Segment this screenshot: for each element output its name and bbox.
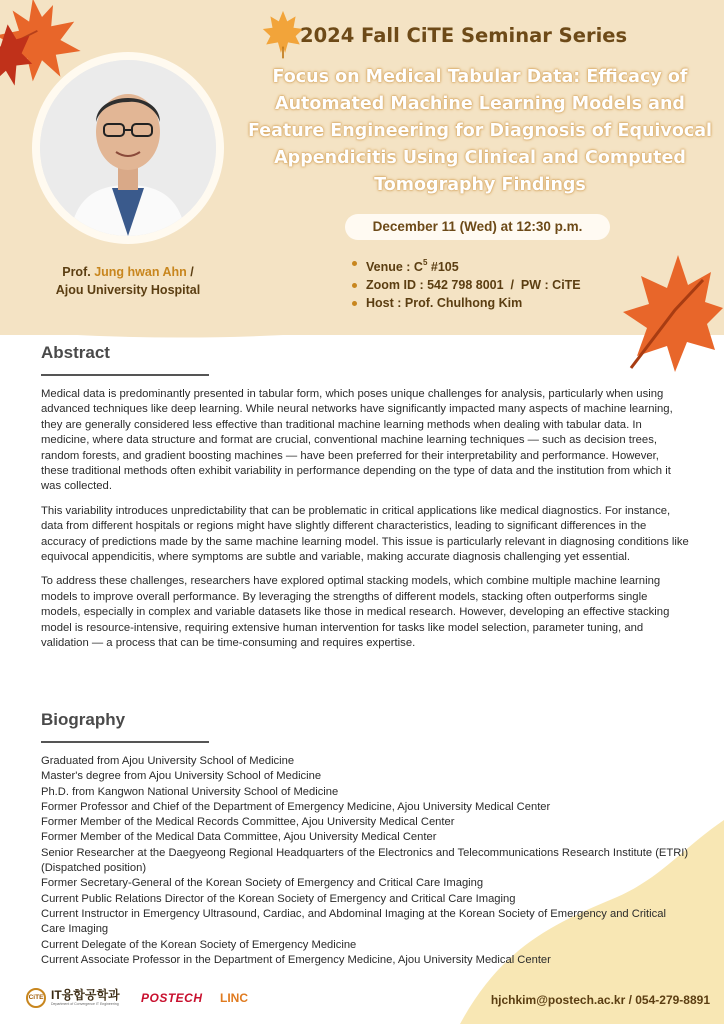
biography-list [41,754,691,968]
abstract-paragraph: This variability introduces unpredictability that can be problematic in critical applications like medical diagnostics. For instance, data from different hospitals or regions might have slightly different characteristics, leading to significant differences in the accuracy of predictions made by the same machine learning model. This issue is particularly relevant in diagnosing conditions like equivocal appendicitis, where symptoms are subtle and variable, making accurate diagnosis challenging yet essential. [41,504,689,564]
maple-leaf-icon [0,20,34,90]
biography-divider [41,741,209,743]
list-item: Master's degree from Ajou University School of Medicine [41,770,322,783]
speaker-name: Jung hwan Ahn [94,265,187,279]
biography-heading: Biography [41,710,126,729]
list-item: Current Public Relations Director of the Korean Society of Emergency and Critical Care Imaging [41,892,516,905]
cite-logo: CiTE [26,988,46,1008]
linc-logo: LINC [220,991,248,1005]
postech-logo: POSTECH [141,991,203,1005]
abstract-divider [41,374,209,376]
list-item: Former Member of the Medical Records Committee, Ajou University Medical Center [41,816,455,829]
list-item: Senior Researcher at the Daegyeong Regional Headquarters of the Electronics and Telecommunications Research Institute (ETRI) (Dispatched position) [41,846,689,875]
list-item: Former Professor and Chief of the Department of Emergency Medicine, Ajou University Medical Center [41,800,551,813]
abstract-paragraph: To address these challenges, researchers have explored optimal stacking models, which combine multiple machine learning models to improve overall performance. By leveraging the strengths of different models, stacking often outperforms single models, especially in complex and variable datasets like those in medical research. However, developing an effective stacking model is resource-intensive, requiring extensive human intervention for tasks like model selection, parameter tuning, and validation — a process that can be time-consuming and requires expertise. [41,575,670,650]
list-item: Current Associate Professor in the Department of Emergency Medicine, Ajou University Medical Center [41,953,551,966]
host-item: Host : Prof. Chulhong Kim [352,294,652,312]
speaker-separator: / [186,265,194,279]
speaker-affiliation: Ajou University Hospital [55,283,201,297]
zoom-item: Zoom ID : 542 798 8001 / PW : CiTE [352,276,652,294]
list-item: Current Delegate of the Korean Society of Emergency Medicine [41,938,357,951]
contact-info: hjchkim@postech.ac.kr / 054-279-8891 [490,993,710,1007]
talk-title: Focus on Medical Tabular Data: Efficacy of Automated Machine Learning Models and Feature Engineering for Diagnosis of Equivocal Appendicitis Using Clinical and Computed Tomography Findings [247,67,713,195]
venue-room: #105 [427,260,459,274]
abstract-body [41,387,689,661]
list-item: Graduated from Ajou University School of Medicine [41,755,295,767]
speaker-title: Prof. [62,265,91,279]
venue-superscript: 5 [422,258,428,267]
speaker-caption [22,263,234,299]
department-logo-subtitle: Department of Convergence IT Engineering [51,1002,119,1006]
speaker-photo [40,60,216,236]
abstract-paragraph: Medical data is predominantly presented in tabular form, which poses unique challenges for analysis, particularly when using advanced techniques like deep learning. While neural networks have significantly impacted many aspects of machine learning, they are generally considered less effective than traditional machine learning methods when dealing with tabular data. In medicine, where data structure and format are crucial, conventional machine learning techniques — such as decision trees, random forests, and gradient boosting machines — have been preferred for their interpretability and performance. However, these traditional methods often exhibit variability in performance depending on the type of data and the institution from which it was collected. [41,388,673,493]
list-item: Former Member of the Medical Data Committee, Ajou University Medical Center [41,831,437,844]
venue-label: Venue : C [366,260,423,274]
list-item: Former Secretary-General of the Korean Society of Emergency and Critical Care Imaging [41,877,484,890]
date-badge: December 11 (Wed) at 12:30 p.m. [345,214,610,240]
department-logo: IT융합공학과 [51,988,120,1002]
list-item: Current Instructor in Emergency Ultrasound, Cardiac, and Abdominal Imaging at the Korean Society of Emergency and Critical Care Imaging [41,907,666,936]
series-title: 2024 Fall CiTE Seminar Series [300,24,628,47]
maple-leaf-icon [262,8,304,60]
event-info-list [352,254,652,312]
abstract-heading: Abstract [41,343,110,362]
venue-item [352,254,652,276]
list-item: Ph.D. from Kangwon National University School of Medicine [41,785,339,798]
